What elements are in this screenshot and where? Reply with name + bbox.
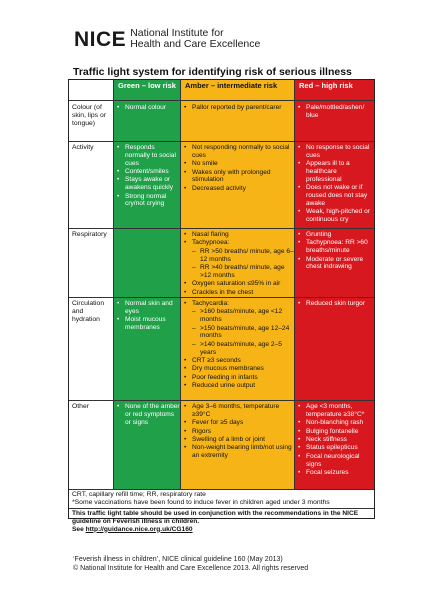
list-item: • Tachycardia:	[182, 300, 294, 308]
list-item: • Focal seizures	[296, 469, 373, 477]
colour-amber-cell	[182, 104, 294, 112]
circulation-red-cell	[296, 300, 373, 308]
list-item: • No response to social cues	[296, 144, 373, 160]
page-title: Traffic light system for identifying risk of serious illness	[73, 66, 352, 78]
list-item: – RR >40 breaths/ minute, age >12 months	[182, 264, 294, 280]
header-amber: Amber – intermediate risk	[185, 81, 278, 90]
list-item: – >150 beats/minute, age 12–24 months	[182, 325, 294, 341]
list-item: • Age 3–6 months, temperature ≥39°C	[182, 403, 294, 419]
list-item: • Responds normally to social cues	[115, 144, 180, 167]
list-item: • Rigors	[182, 428, 294, 436]
list-item: • Moderate or severe chest indrawing	[296, 256, 373, 272]
divider	[69, 489, 374, 490]
list-item: • Swelling of a limb or joint	[182, 436, 294, 444]
citation	[73, 555, 308, 573]
list-item: • Strong normal cry/not crying	[115, 193, 180, 209]
list-item: • CRT ≥3 seconds	[182, 357, 294, 365]
list-item: • Normal skin and eyes	[115, 300, 180, 316]
list-item: • Reduced skin turgor	[296, 300, 373, 308]
list-item: • Moist mucous membranes	[115, 316, 180, 332]
citation-line-1: ‘Feverish illness in children’, NICE clinical guideline 160 (May 2013)	[73, 556, 283, 563]
copyright-line: © National Institute for Health and Care Excellence 2013. All rights reserved	[73, 565, 309, 572]
list-item: • Not responding normally to social cues	[182, 144, 294, 160]
respiratory-red-cell	[296, 231, 373, 272]
list-item: • Grunting	[296, 231, 373, 239]
list-item: – >160 beats/minute, age <12 months	[182, 308, 294, 324]
list-item: – >140 beats/minute, age 2–5 years	[182, 341, 294, 357]
list-item: • Neck stiffness	[296, 436, 373, 444]
list-item: – RR >50 breaths/ minute, age 6–12 months	[182, 248, 294, 264]
respiratory-amber-cell	[182, 231, 294, 297]
list-item: • No smile	[182, 160, 294, 168]
header-green: Green – low risk	[118, 81, 176, 90]
list-item: • Tachypnoea:	[182, 239, 294, 247]
divider	[69, 400, 374, 401]
list-item: • Status epilepticus	[296, 444, 373, 452]
circulation-green-cell	[115, 300, 180, 332]
footnote-vaccinations: *Some vaccinations have been found to induce fever in children aged under 3 months	[72, 499, 330, 506]
other-amber-cell	[182, 403, 294, 461]
activity-green-cell	[115, 144, 180, 209]
list-item: • Fever for ≥5 days	[182, 419, 294, 427]
other-green-cell	[115, 403, 180, 427]
list-item: • Non-blanching rash	[296, 419, 373, 427]
list-item: • Content/smiles	[115, 168, 180, 176]
divider	[69, 141, 374, 142]
notice-see: See	[72, 525, 86, 533]
circulation-amber-cell	[182, 300, 294, 391]
list-item: • Decreased activity	[182, 185, 294, 193]
list-item: • Tachypnoea: RR >60 breaths/minute	[296, 239, 373, 255]
list-item: • Stays awake or awakens quickly	[115, 176, 180, 192]
list-item: • Nasal flaring	[182, 231, 294, 239]
list-item: • Oxygen saturation ≤95% in air	[182, 280, 294, 288]
list-item: • Appears ill to a healthcare professional	[296, 160, 373, 183]
list-item: • Focal neurological signs	[296, 453, 373, 469]
other-red-cell	[296, 403, 373, 477]
divider	[69, 228, 374, 229]
divider	[69, 100, 374, 101]
divider	[69, 297, 374, 298]
colour-green-cell	[115, 104, 180, 112]
org-line-2: Health and Care Excellence	[130, 38, 261, 50]
footnote-abbreviations: CRT, capillary refill time; RR, respiratory rate	[72, 491, 206, 498]
list-item: • Age <3 months, temperature ≥38°C*	[296, 403, 373, 419]
header-red: Red – high risk	[299, 81, 353, 90]
row-label-activity: Activity	[72, 144, 94, 151]
list-item: • Crackles in the chest	[182, 289, 294, 297]
list-item: • Non-weight bearing limb/not using an extremity	[182, 444, 294, 460]
notice-link-line	[72, 526, 371, 534]
list-item: • Normal colour	[115, 104, 180, 112]
list-item: • Reduced urine output	[182, 382, 294, 390]
row-label-other: Other	[72, 403, 89, 410]
list-item: • Bulging fontanelle	[296, 428, 373, 436]
nice-logo: NICE	[74, 27, 127, 51]
activity-red-cell	[296, 144, 373, 224]
list-item: • Wakes only with prolonged stimulation	[182, 169, 294, 185]
guidance-link[interactable]: http://guidance.nice.org.uk/CG160	[85, 525, 193, 533]
list-item: • Weak, high-pitched or continuous cry	[296, 208, 373, 224]
header	[74, 28, 260, 50]
org-line-1: National Institute for	[130, 27, 224, 39]
organisation-name	[130, 28, 260, 50]
traffic-light-table	[68, 79, 375, 533]
row-label-respiratory: Respiratory	[72, 231, 107, 238]
list-item: • Does not wake or if roused does not stay awake	[296, 184, 373, 207]
list-item: • Dry mucous membranes	[182, 365, 294, 373]
list-item: • Pale/mottled/ashen/ blue	[296, 104, 373, 120]
activity-amber-cell	[182, 144, 294, 193]
colour-red-cell	[296, 104, 373, 120]
row-label-colour: Colour (of skin, lips or tongue)	[72, 104, 106, 127]
table-footnote	[72, 491, 372, 507]
list-item: • Poor feeding in infants	[182, 374, 294, 382]
notice-text: This traffic light table should be used in conjunction with the recommendations in the NICE guideline on Feverish illness in children.	[72, 510, 359, 525]
list-item: • Pallor reported by parent/carer	[182, 104, 294, 112]
guideline-notice	[69, 508, 374, 534]
list-item: • None of the amber or red symptoms or signs	[115, 403, 180, 426]
row-label-circulation: Circulation and hydration	[72, 300, 105, 323]
